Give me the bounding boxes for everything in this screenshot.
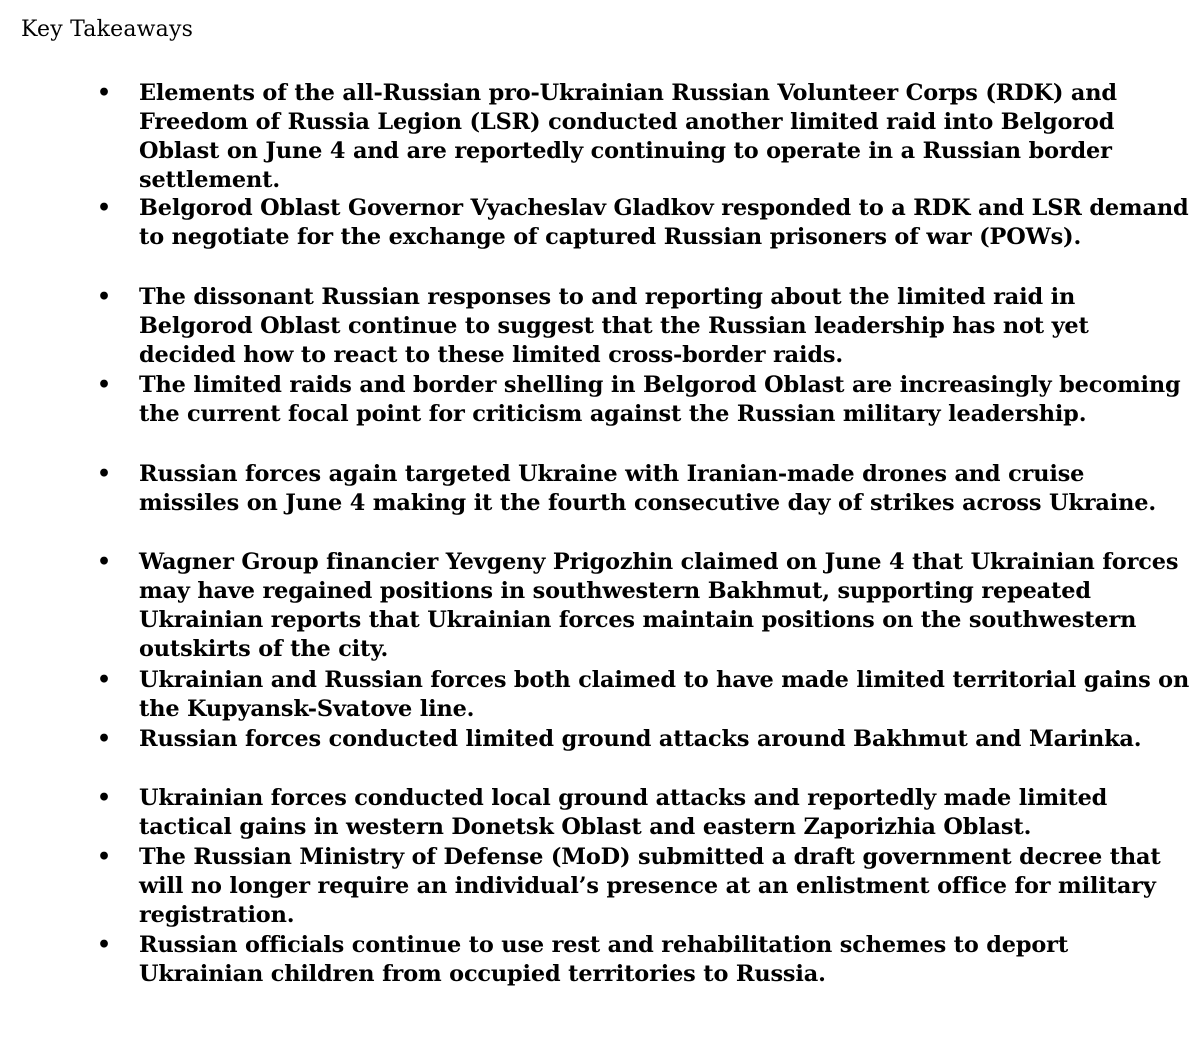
- takeaway-text: Wagner Group financier Yevgeny Prigozhin claimed on June 4 that Ukrainian forces may have regained positions in southwestern Bakhmut, supporting repeated Ukrainian reports that Ukrainian forces maintain positions on the southwestern outskirts of the city.: [139, 549, 1179, 662]
- bullet-icon: •: [97, 932, 112, 958]
- page-title: Key Takeaways: [21, 17, 194, 42]
- bullet-icon: •: [97, 80, 112, 106]
- takeaway-text: The Russian Ministry of Defense (MoD) submitted a draft government decree that will no longer require an individual’s presence at an enlistment office for military registration.: [139, 844, 1161, 928]
- takeaway-text: Belgorod Oblast Governor Vyacheslav Gladkov responded to a RDK and LSR demand to negotiate for the exchange of captured Russian prisoners of war (POWs).: [139, 195, 1189, 250]
- takeaway-text: Russian officials continue to use rest and rehabilitation schemes to deport Ukrainian children from occupied territories to Russia.: [139, 932, 1069, 987]
- bullet-icon: •: [97, 195, 112, 221]
- takeaway-text: Russian forces conducted limited ground attacks around Bakhmut and Marinka.: [139, 726, 1142, 752]
- bullet-icon: •: [97, 284, 112, 310]
- bullet-icon: •: [97, 549, 112, 575]
- bullet-icon: •: [97, 844, 112, 870]
- takeaway-text: Ukrainian forces conducted local ground attacks and reportedly made limited tactical gains in western Donetsk Oblast and eastern Zaporizhia Oblast.: [139, 785, 1108, 840]
- takeaway-text: Elements of the all-Russian pro-Ukrainian Russian Volunteer Corps (RDK) and Freedom of Russia Legion (LSR) conducted another limited raid into Belgorod Oblast on June 4 and are reportedly continuing to operate in a Russian border settlement.: [139, 80, 1117, 193]
- takeaway-text: Ukrainian and Russian forces both claimed to have made limited territorial gains on the Kupyansk-Svatove line.: [139, 667, 1190, 722]
- takeaway-text: Russian forces again targeted Ukraine with Iranian-made drones and cruise missiles on June 4 making it the fourth consecutive day of strikes across Ukraine.: [139, 461, 1156, 516]
- bullet-icon: •: [97, 726, 112, 752]
- bullet-icon: •: [97, 372, 112, 398]
- bullet-icon: •: [97, 667, 112, 693]
- takeaway-text: The limited raids and border shelling in Belgorod Oblast are increasingly becoming the current focal point for criticism against the Russian military leadership.: [139, 372, 1181, 427]
- bullet-icon: •: [97, 785, 112, 811]
- takeaway-text: The dissonant Russian responses to and reporting about the limited raid in Belgorod Oblast continue to suggest that the Russian leadership has not yet decided how to react to these limited cross-border raids.: [139, 284, 1089, 368]
- bullet-icon: •: [97, 461, 112, 487]
